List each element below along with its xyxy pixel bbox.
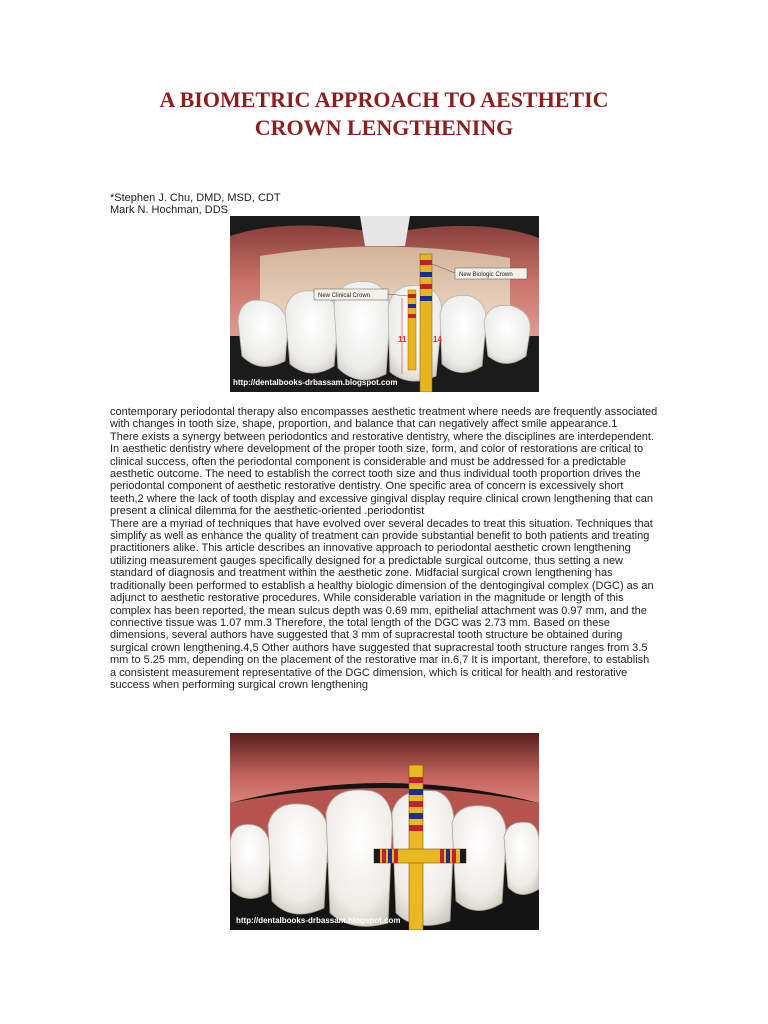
document-title bbox=[0, 86, 768, 142]
figure2-watermark: http://dentalbooks-drbassam.blogspot.com bbox=[236, 916, 401, 925]
crown-illustration bbox=[230, 216, 539, 392]
paragraph-1: contemporary periodontal therapy also encompasses aesthetic treatment where needs are frequently associated with changes in tooth size, shape, proportion, and balance that can negatively affect smile appearance.1 bbox=[110, 406, 658, 431]
figure-smile-gauge-photo bbox=[230, 733, 539, 930]
paragraph-3: There are a myriad of techniques that have evolved over several decades to treat this situation. Techniques that simplify as well as enhance the quality of treatment can provide substantial benefit to both patients and treating practitioners alike. This article describes an innovative approach to periodontal aesthetic crown lengthening utilizing measurement gauges specifically designed for a predictable surgical outcome, thus setting a new standard of diagnosis and treatment within the aesthetic zone. Midfacial surgical crown lengthening has traditionally been performed to establish a healthy biologic dimension of the dentogingival complex (DGC) as an adjunct to aesthetic restorative procedures. While considerable variation in the magnitude or length of this complex has been reported, the mean sulcus depth was 0.69 mm, epithelial attachment was 0.97 mm, and the connective tissue was 1.07 mm.3 Therefore, the total length of the DGC was 2.73 mm. Based on these dimensions, several authors have suggested that 3 mm of supracrestal tooth structure be obtained during surgical crown lengthening.4,5 Other authors have suggested that supracrestal tooth structure ranges from 3.5 mm to 5.25 mm, depending on the placement of the restorative mar in.6,7 It is important, therefore, to establish a consistent measurement representative of the DGC dimension, which is critical for health and restorative success when performing surgical crown lengthening bbox=[110, 517, 654, 691]
title-line-1: A BIOMETRIC APPROACH TO AESTHETIC bbox=[159, 87, 609, 112]
figure1-watermark: http://dentalbooks-drbassam.blogspot.com bbox=[233, 378, 398, 387]
smile-illustration bbox=[230, 733, 539, 930]
title-line-2: CROWN LENGTHENING bbox=[254, 115, 514, 140]
author-list bbox=[110, 192, 281, 216]
label-new-clinical-crown: New Clinical Crown bbox=[318, 293, 371, 299]
label-new-biologic-crown: New Biologic Crown bbox=[459, 272, 513, 278]
measurement-14: 14 bbox=[433, 335, 442, 344]
paragraph-2: There exists a synergy between periodontics and restorative dentistry, where the disciplines are interdependent. In aesthetic dentistry where development of the proper tooth size, form, and color of restorations are critical to clinical success, often the periodontal component is considerable and must be addressed for a predictable aesthetic outcome. The need to establish the correct tooth size and thus individual tooth proportion drives the periodontal component of aesthetic restorative dentistry. One specific area of concern is excessively short teeth,2 where the lack of tooth display and excessive gingival display require clinical crown lengthening that can present a clinical dilemma for the aesthetic-oriented .periodontist bbox=[110, 430, 654, 518]
author-2: Mark N. Hochman, DDS bbox=[110, 204, 228, 216]
figure-crown-gauge-illustration bbox=[230, 216, 539, 392]
author-1: *Stephen J. Chu, DMD, MSD, CDT bbox=[110, 192, 281, 204]
article-body bbox=[110, 406, 658, 691]
measurement-11: 11 bbox=[398, 335, 407, 344]
